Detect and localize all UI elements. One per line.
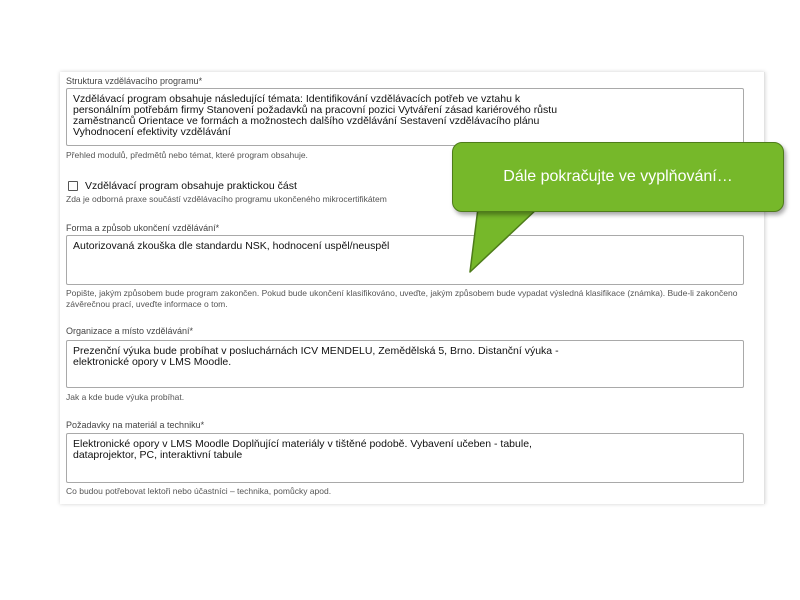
materials-textarea[interactable]	[66, 433, 744, 483]
completion-textarea[interactable]	[66, 235, 744, 285]
practical-checkbox-row[interactable]	[68, 180, 297, 192]
callout-bubble	[452, 142, 784, 212]
structure-label: Struktura vzdělávacího programu*	[66, 76, 203, 86]
structure-line: Vyhodnocení efektivity vzdělávání	[73, 126, 231, 138]
structure-line: zaměstnanců Orientace ve formách a možnostech dalšího vzdělávání Sestavení vzdělávacího plánu	[73, 115, 540, 127]
structure-help: Přehled modulů, předmětů nebo témat, které program obsahuje.	[66, 150, 308, 160]
structure-textarea[interactable]	[66, 88, 744, 146]
practical-checkbox[interactable]	[68, 181, 78, 191]
practical-help: Zda je odborná praxe součástí vzdělávacího programu ukončeného mikrocertifikátem	[66, 194, 387, 204]
callout-text: Dále pokračujte ve vyplňování…	[503, 168, 733, 185]
materials-help: Co budou potřebovat lektoři nebo účastníci – technika, pomůcky apod.	[66, 486, 332, 496]
organization-help: Jak a kde bude výuka probíhat.	[66, 392, 185, 402]
practical-checkbox-label: Vzdělávací program obsahuje praktickou část	[85, 180, 297, 192]
materials-line: dataprojektor, PC, interaktivní tabule	[73, 449, 243, 461]
callout-tail	[450, 200, 560, 280]
organization-label: Organizace a místo vzdělávání*	[66, 326, 194, 336]
completion-label: Forma a způsob ukončení vzdělávání*	[66, 223, 220, 233]
structure-line: personálním potřebám firmy Stanovení požadavků na pracovní pozici Vytváření zásad kariérového růstu	[73, 104, 558, 116]
organization-line: elektronické opory v LMS Moodle.	[73, 356, 232, 368]
organization-line: Prezenční výuka bude probíhat v posluchárnách ICV MENDELU, Zemědělská 5, Brno. Distanční výuka -	[73, 345, 559, 357]
materials-line: Elektronické opory v LMS Moodle Doplňující materiály v tištěné podobě. Vybavení učeben - tabule,	[73, 438, 532, 450]
completion-line: Autorizovaná zkouška dle standardu NSK, hodnocení uspěl/neuspěl	[73, 240, 390, 252]
completion-help: Popište, jakým způsobem bude program zakončen. Pokud bude ukončení klasifikováno, uveďte, jakým způsobem bude vypadat výsledná klasifikace (známka). Bude-li zakončeno závěrečnou prací, uveďte informace o tom.	[66, 288, 738, 309]
structure-line: Vzdělávací program obsahuje následující témata: Identifikování vzdělávacích potřeb ve vztahu k	[73, 93, 521, 105]
organization-textarea[interactable]	[66, 340, 744, 388]
materials-label: Požadavky na materiál a techniku*	[66, 420, 205, 430]
